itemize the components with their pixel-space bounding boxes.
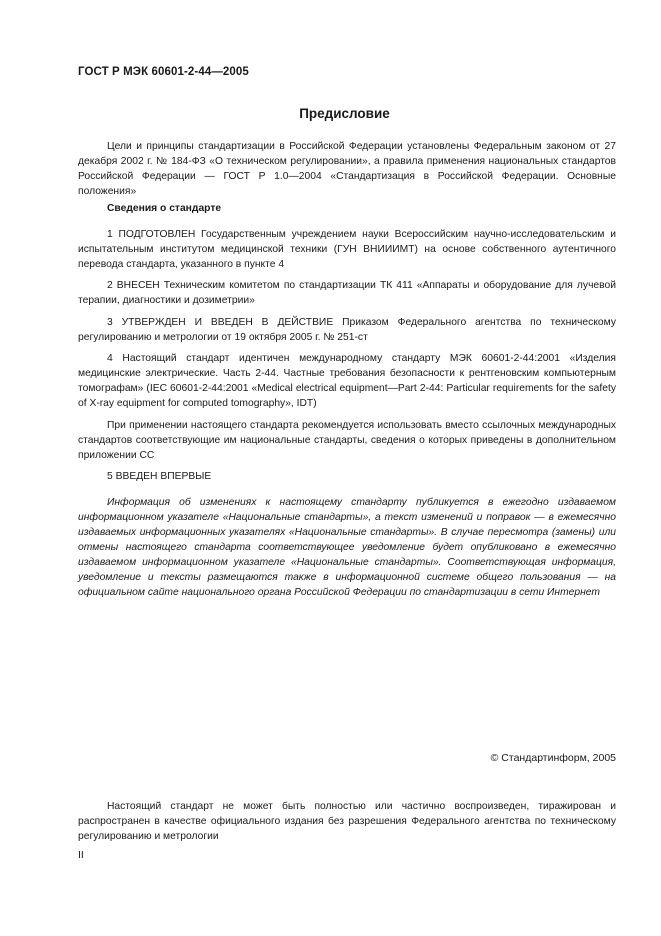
item-introduced: 5 ВВЕДЕН ВПЕРВЫЕ bbox=[107, 471, 212, 482]
references-paragraph: При применении настоящего стандарта рекомендуется использовать вместо ссылочных международных стандартов соответствующие им национальные стандарты, сведения о которых приведены в дополнительном приложении СС bbox=[78, 420, 616, 461]
item-submitted: 2 ВНЕСЕН Техническим комитетом по стандартизации ТК 411 «Аппараты и оборудование для лучевой терапии, диагностики и дозиметрии» bbox=[78, 280, 616, 306]
item-identical: 4 Настоящий стандарт идентичен международному стандарту МЭК 60601-2-44:2001 «Изделия медицинские электрические. Часть 2-44. Частные требования безопасности к рентгеновским компьютерным томографам» (IEC 60601-2-44:2001 «Medical electrical equipment—Part 2-44: Particular requirements for the safety of X-ray equipment for computed tomography», IDT) bbox=[78, 353, 616, 409]
copyright-line: © Стандартинформ, 2005 bbox=[490, 752, 616, 764]
reproduction-notice: Настоящий стандарт не может быть полностью или частично воспроизведен, тиражирован и распространен в качестве официального издания без разрешения Федерального агентства по техническому регулированию и метрологии bbox=[78, 801, 616, 842]
item-prepared: 1 ПОДГОТОВЛЕН Государственным учреждением науки Всероссийским научно-исследовательским и испытательным институтом медицинской техники (ГУН ВНИИИМТ) на основе собственного аутентичного перевода стандарта, указанного в пункте 4 bbox=[78, 229, 616, 270]
page-title: Предисловие bbox=[299, 106, 390, 121]
notice-paragraph: Информация об изменениях к настоящему стандарту публикуется в ежегодно издаваемом информационном указателе «Национальные стандарты», а текст изменений и поправок — в ежемесячно издаваемых информационных указателях «Национальные стандарты». В случае пересмотра (замены) или отмены настоящего стандарта соответствующее уведомление будет опубликовано в ежемесячно издаваемом информационном указателе «Национальные стандарты». Соответствующая информация, уведомление и тексты размещаются также в информационной системе общего пользования — на официальном сайте национального органа Российской Федерации по стандартизации в сети Интернет bbox=[78, 497, 616, 598]
section-title: Сведения о стандарте bbox=[107, 203, 222, 214]
intro-paragraph: Цели и принципы стандартизации в Российской Федерации установлены Федеральным законом от 27 декабря 2002 г. № 184-ФЗ «О техническом регулировании», а правила применения национальных стандартов Российской Федерации — ГОСТ Р 1.0—2004 «Стандартизация в Российской Федерации. Основные положения» bbox=[78, 141, 616, 197]
document-code-header: ГОСТ Р МЭК 60601-2-44—2005 bbox=[78, 66, 249, 78]
item-approved: 3 УТВЕРЖДЕН И ВВЕДЕН В ДЕЙСТВИЕ Приказом Федерального агентства по техническому регулированию и метрологии от 19 октября 2005 г. № 251-ст bbox=[78, 317, 616, 343]
page-number: II bbox=[78, 849, 84, 861]
